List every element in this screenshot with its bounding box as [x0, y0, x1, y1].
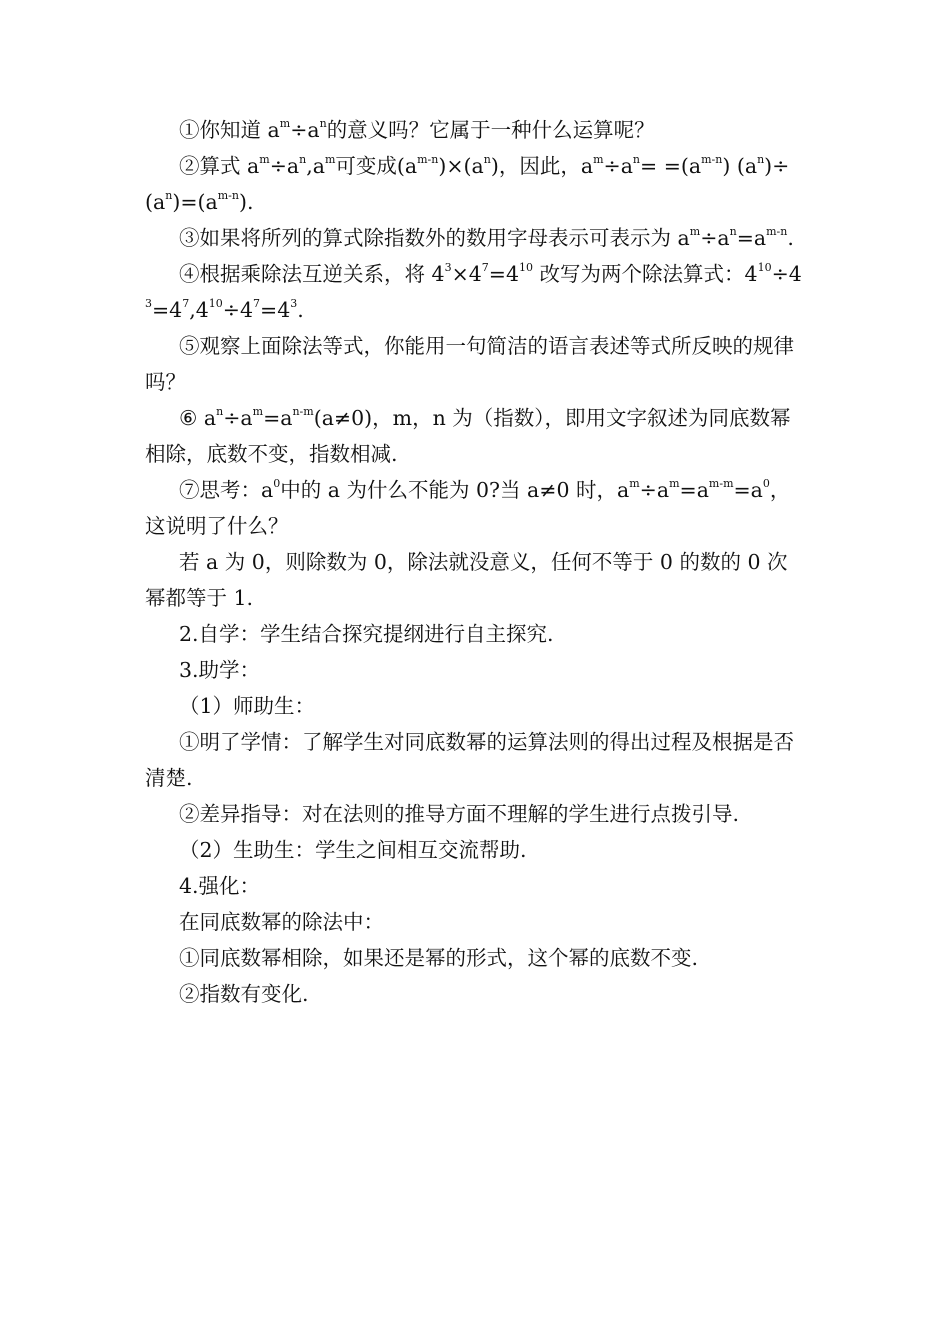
paragraph-rule-exponent-changes [145, 976, 807, 1012]
paragraph-answer-zero-power [145, 544, 807, 616]
paragraph-division-intro [145, 904, 807, 940]
text-run: 2.自学：学生结合探究提纲进行自主探究. [179, 622, 554, 646]
text-run: = =(a [640, 154, 702, 178]
text-run: ,a [306, 154, 325, 178]
exponent: 0 [762, 477, 770, 491]
paragraph-self-study [145, 616, 807, 652]
paragraph-question-7 [145, 472, 807, 544]
text-run: ①你知道 a [179, 118, 280, 142]
paragraph-differentiated-guidance [145, 796, 807, 832]
text-run: =a [679, 478, 709, 502]
exponent: 3 [290, 297, 298, 311]
exponent: n [165, 189, 173, 203]
text-run: ②差异指导：对在法则的推导方面不理解的学生进行点拨引导. [179, 802, 740, 826]
text-run: ÷a [700, 226, 730, 250]
exponent: m-n [766, 225, 788, 239]
text-run: )，因此，a [490, 154, 594, 178]
exponent: m [669, 477, 680, 491]
text-run: ②算式 a [179, 154, 260, 178]
text-run: )÷(a [145, 154, 790, 214]
text-run: ×4 [451, 262, 482, 286]
exponent: m [259, 153, 270, 167]
text-run: ③如果将所列的算式除指数外的数用字母表示可表示为 a [179, 226, 690, 250]
text-run: ). [238, 190, 254, 214]
exponent: 0 [273, 477, 281, 491]
text-run: ,4 [189, 298, 209, 322]
text-run: ⑥ a [179, 406, 217, 430]
exponent: m-n [217, 189, 239, 203]
text-run: 4.强化： [179, 874, 261, 898]
text-run: ⑤观察上面除法等式，你能用一句简洁的语言表述等式所反映的规律吗？ [145, 334, 794, 394]
text-run: 中的 a 为什么不能为 0?当 a≠0 时，a [280, 478, 630, 502]
paragraph-student-helps-student [145, 832, 807, 868]
text-run: 在同底数幂的除法中： [179, 910, 384, 934]
exponent: 7 [481, 261, 489, 275]
text-run: )=(a [172, 190, 218, 214]
exponent: m [324, 153, 336, 167]
text-run: )×(a [438, 154, 484, 178]
text-run: =4 [488, 262, 520, 286]
exponent: m [252, 405, 264, 419]
text-run: 可变成(a [335, 154, 418, 178]
exponent: n [483, 153, 491, 167]
text-run: ÷4 [771, 262, 802, 286]
paragraph-question-2 [145, 148, 807, 220]
exponent: 3 [145, 297, 152, 311]
exponent: 10 [757, 261, 772, 275]
text-run: =4 [152, 298, 183, 322]
text-run: 的意义吗？它属于一种什么运算呢？ [326, 118, 655, 142]
text-run: 若 a 为 0，则除数为 0，除法就没意义，任何不等于 0 的数的 0 次幂都等于 1. [145, 550, 788, 610]
exponent: n-m [292, 405, 314, 419]
text-run: . [787, 226, 794, 250]
exponent: n [632, 153, 641, 167]
exponent: n [319, 117, 327, 131]
paragraph-understand-situation [145, 724, 807, 796]
exponent: 10 [519, 261, 534, 275]
exponent: m [689, 225, 701, 239]
text-run: 3.助学： [179, 658, 261, 682]
paragraph-question-1 [145, 112, 807, 148]
text-run: =a [733, 478, 763, 502]
exponent: m-m [708, 477, 734, 491]
exponent: 10 [208, 297, 223, 311]
paragraph-rule-base-unchanged [145, 940, 807, 976]
exponent: n [216, 405, 224, 419]
exponent: m [593, 153, 604, 167]
text-run: 改写为两个除法算式：4 [533, 262, 758, 286]
paragraph-question-5 [145, 328, 807, 400]
text-run: ) (a [722, 154, 758, 178]
text-run: ①同底数幂相除，如果还是幂的形式，这个幂的底数不变. [179, 946, 699, 970]
text-run: ④根据乘除法互逆关系，将 4 [179, 262, 445, 286]
exponent: m-n [417, 153, 439, 167]
text-run: ÷a [603, 154, 633, 178]
paragraph-question-4 [145, 256, 807, 328]
text-run: （2）生助生：学生之间相互交流帮助. [179, 838, 527, 862]
text-run: . [297, 298, 304, 322]
paragraph-assist-heading [145, 652, 807, 688]
text-run: ⑦思考：a [179, 478, 274, 502]
exponent: n [299, 153, 307, 167]
text-run: ÷4 [222, 298, 254, 322]
text-run: ②指数有变化. [179, 982, 309, 1006]
text-run: ÷a [223, 406, 253, 430]
exponent: 7 [253, 297, 261, 311]
text-run: =4 [260, 298, 291, 322]
paragraph-teacher-helps-student [145, 688, 807, 724]
exponent: m-n [701, 153, 723, 167]
paragraph-reinforce-heading [145, 868, 807, 904]
text-run: =a [263, 406, 293, 430]
paragraph-question-6 [145, 400, 807, 472]
exponent: m [279, 117, 291, 131]
exponent: 7 [182, 297, 190, 311]
text-run: ÷a [269, 154, 300, 178]
exponent: n [757, 153, 765, 167]
exponent: 3 [444, 261, 452, 275]
text-run: ，这说明了什么？ [145, 478, 791, 538]
exponent: m [629, 477, 640, 491]
paragraph-question-3 [145, 220, 807, 256]
text-run: （1）师助生： [179, 694, 316, 718]
exponent: n [729, 225, 737, 239]
text-run: =a [736, 226, 767, 250]
text-run: ①明了学情：了解学生对同底数幂的运算法则的得出过程及根据是否清楚. [145, 730, 794, 790]
text-run: ÷a [290, 118, 320, 142]
document-body [145, 112, 807, 1012]
text-run: (a≠0)，m，n 为（指数），即用文字叙述为同底数幂相除，底数不变，指数相减. [145, 406, 791, 466]
text-run: ÷a [639, 478, 670, 502]
